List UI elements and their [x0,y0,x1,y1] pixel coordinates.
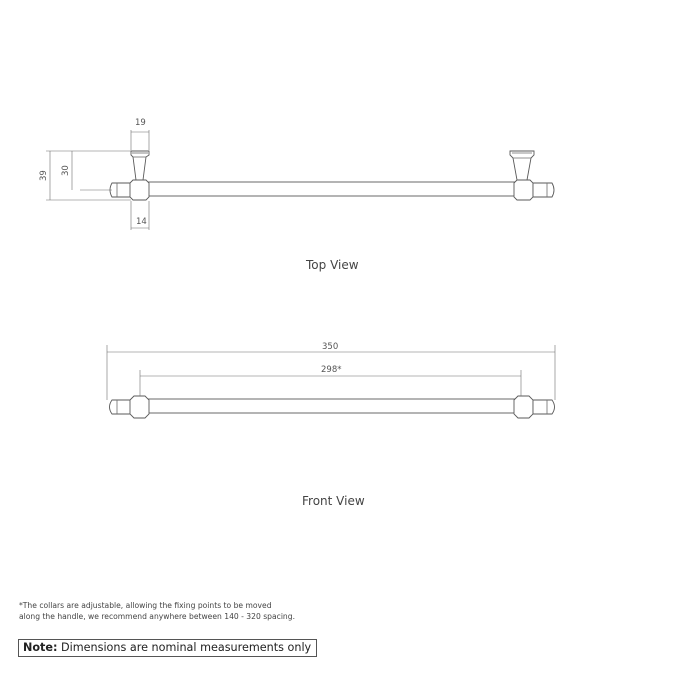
front-view-left-end-cap [110,400,132,414]
top-view-right-end-cap [533,183,554,197]
footnote-line-2: along the handle, we recommend anywhere between 140 - 320 spacing. [19,612,295,621]
front-view-right-collar [514,396,533,418]
front-view-drawing [107,342,555,508]
adjustable-collar-footnote [19,600,439,622]
dim-fixing-spacing: 298* [321,365,342,375]
footnote-line-1: *The collars are adjustable, allowing the fixing points to be moved [19,601,272,610]
note-text: Dimensions are nominal measurements only [57,641,312,654]
dim-overall-length: 350 [322,342,339,352]
top-view-left-collar [130,180,149,200]
top-view-label: Top View [306,258,359,272]
front-view-label: Front View [302,494,365,508]
top-view-drawing [39,118,554,272]
top-view-right-collar [514,180,533,200]
dim-overall-height: 39 [39,170,49,181]
dim-collar-width: 19 [135,118,146,128]
front-view-bar [148,399,515,413]
top-view-left-post [131,151,149,180]
dim-collar-height: 30 [61,165,71,176]
dim-collar-base-width: 14 [136,217,147,227]
note-box [18,639,317,657]
front-view-left-collar [130,396,149,418]
top-view-left-end-cap [110,183,131,197]
note-label: Note: [23,641,58,654]
top-view-bar [148,182,515,196]
top-view-right-post [510,151,534,180]
front-view-right-end-cap [533,400,555,414]
